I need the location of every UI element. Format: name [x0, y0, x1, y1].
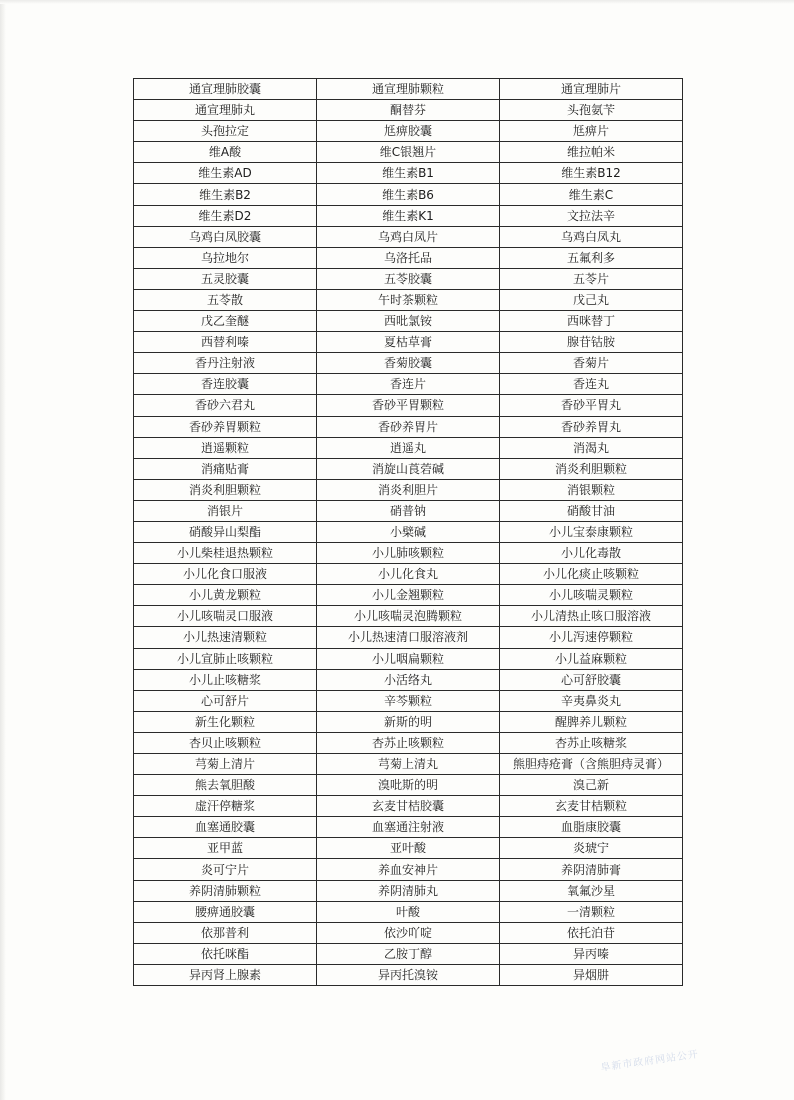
- table-cell: 小儿益麻颗粒: [500, 648, 683, 669]
- table-cell: 小儿泻速停颗粒: [500, 627, 683, 648]
- table-cell: 小儿咽扁颗粒: [317, 648, 500, 669]
- table-cell: 香菊片: [500, 353, 683, 374]
- table-row: [134, 880, 683, 901]
- table-cell: 杏贝止咳颗粒: [134, 732, 317, 753]
- table-row: [134, 543, 683, 564]
- table-cell: 五苓散: [134, 289, 317, 310]
- table-cell: 香砂养胃颗粒: [134, 416, 317, 437]
- table-cell: 硝酸甘油: [500, 500, 683, 521]
- table-cell: 小儿清热止咳口服溶液: [500, 606, 683, 627]
- table-cell: 五氟利多: [500, 247, 683, 268]
- table-cell: 香砂养胃片: [317, 416, 500, 437]
- table-cell: 西吡氯铵: [317, 311, 500, 332]
- table-row: [134, 669, 683, 690]
- table-cell: 养血安神片: [317, 859, 500, 880]
- table-cell: 酮替芬: [317, 100, 500, 121]
- table-cell: 叶酸: [317, 901, 500, 922]
- table-cell: 血塞通注射液: [317, 817, 500, 838]
- table-cell: 依托泊苷: [500, 922, 683, 943]
- table-row: [134, 142, 683, 163]
- table-cell: 辛夷鼻炎丸: [500, 690, 683, 711]
- table-cell: 炎琥宁: [500, 838, 683, 859]
- table-cell: 血脂康胶囊: [500, 817, 683, 838]
- table-cell: 玄麦甘桔颗粒: [500, 796, 683, 817]
- table-cell: 逍遥丸: [317, 437, 500, 458]
- table-cell: 消银颗粒: [500, 479, 683, 500]
- table-cell: 香菊胶囊: [317, 353, 500, 374]
- table-cell: 乙胺丁醇: [317, 943, 500, 964]
- table-cell: 维生素C: [500, 184, 683, 205]
- table-cell: 香连丸: [500, 374, 683, 395]
- table-cell: 西替利嗪: [134, 332, 317, 353]
- table-cell: 养阴清肺丸: [317, 880, 500, 901]
- table-row: [134, 838, 683, 859]
- table-cell: 杏苏止咳颗粒: [317, 732, 500, 753]
- table-cell: 新斯的明: [317, 711, 500, 732]
- table-cell: 逍遥颗粒: [134, 437, 317, 458]
- table-cell: 小儿咳喘灵颗粒: [500, 585, 683, 606]
- table-cell: 五苓胶囊: [317, 268, 500, 289]
- table-row: [134, 859, 683, 880]
- table-cell: 午时茶颗粒: [317, 289, 500, 310]
- table-cell: 小儿宝泰康颗粒: [500, 521, 683, 542]
- table-cell: 氧氟沙星: [500, 880, 683, 901]
- table-row: [134, 817, 683, 838]
- table-cell: 养阴清肺膏: [500, 859, 683, 880]
- table-row: [134, 732, 683, 753]
- table-cell: 炎可宁片: [134, 859, 317, 880]
- table-cell: 消炎利胆颗粒: [500, 458, 683, 479]
- table-cell: 尪痹片: [500, 121, 683, 142]
- table-row: [134, 416, 683, 437]
- table-cell: 五苓片: [500, 268, 683, 289]
- table-cell: 玄麦甘桔胶囊: [317, 796, 500, 817]
- table-row: [134, 521, 683, 542]
- table-cell: 亚甲蓝: [134, 838, 317, 859]
- table-row: [134, 690, 683, 711]
- table-row: [134, 289, 683, 310]
- table-cell: 亚叶酸: [317, 838, 500, 859]
- table-cell: 熊胆痔疮膏（含熊胆痔灵膏）: [500, 754, 683, 775]
- table-row: [134, 121, 683, 142]
- table-cell: 心可舒片: [134, 690, 317, 711]
- table-cell: 头孢氨苄: [500, 100, 683, 121]
- table-cell: 香砂六君丸: [134, 395, 317, 416]
- table-cell: 芎菊上清片: [134, 754, 317, 775]
- table-cell: 通宣理肺胶囊: [134, 79, 317, 100]
- table-row: [134, 606, 683, 627]
- table-row: [134, 564, 683, 585]
- table-cell: 血塞通胶囊: [134, 817, 317, 838]
- table-cell: 杏苏止咳糖浆: [500, 732, 683, 753]
- table-cell: 维生素B2: [134, 184, 317, 205]
- drug-list-body: [134, 79, 683, 986]
- table-cell: 乌拉地尔: [134, 247, 317, 268]
- table-cell: 异丙肾上腺素: [134, 964, 317, 985]
- table-row: [134, 775, 683, 796]
- table-cell: 维生素AD: [134, 163, 317, 184]
- table-cell: 小儿宣肺止咳颗粒: [134, 648, 317, 669]
- table-cell: 小儿化食口服液: [134, 564, 317, 585]
- table-row: [134, 437, 683, 458]
- table-row: [134, 332, 683, 353]
- table-cell: 一清颗粒: [500, 901, 683, 922]
- table-cell: 通宣理肺颗粒: [317, 79, 500, 100]
- scan-edge-top: [0, 0, 794, 4]
- table-row: [134, 100, 683, 121]
- table-row: [134, 943, 683, 964]
- watermark-stamp: 阜新市政府网站公开: [599, 1049, 700, 1074]
- table-cell: 小儿柴桂退热颗粒: [134, 543, 317, 564]
- table-cell: 小檗碱: [317, 521, 500, 542]
- table-cell: 维生素B6: [317, 184, 500, 205]
- table-cell: 辛芩颗粒: [317, 690, 500, 711]
- table-cell: 异烟肼: [500, 964, 683, 985]
- table-cell: 通宣理肺片: [500, 79, 683, 100]
- table-row: [134, 479, 683, 500]
- table-row: [134, 226, 683, 247]
- table-row: [134, 205, 683, 226]
- table-row: [134, 247, 683, 268]
- table-cell: 香砂平胃丸: [500, 395, 683, 416]
- table-cell: 五灵胶囊: [134, 268, 317, 289]
- table-cell: 戊乙奎醚: [134, 311, 317, 332]
- table-cell: 香连胶囊: [134, 374, 317, 395]
- table-cell: 戊己丸: [500, 289, 683, 310]
- table-cell: 养阴清肺颗粒: [134, 880, 317, 901]
- table-row: [134, 648, 683, 669]
- table-row: [134, 184, 683, 205]
- table-cell: 小儿金翘颗粒: [317, 585, 500, 606]
- table-cell: 消痛贴膏: [134, 458, 317, 479]
- table-cell: 小儿肺咳颗粒: [317, 543, 500, 564]
- table-cell: 香砂平胃颗粒: [317, 395, 500, 416]
- table-row: [134, 163, 683, 184]
- table-cell: 腺苷钴胺: [500, 332, 683, 353]
- table-cell: 溴吡斯的明: [317, 775, 500, 796]
- table-cell: 香连片: [317, 374, 500, 395]
- table-row: [134, 922, 683, 943]
- table-cell: 小儿热速清颗粒: [134, 627, 317, 648]
- table-cell: 乌鸡白凤胶囊: [134, 226, 317, 247]
- table-cell: 熊去氧胆酸: [134, 775, 317, 796]
- table-row: [134, 627, 683, 648]
- table-cell: 消炎利胆颗粒: [134, 479, 317, 500]
- table-row: [134, 585, 683, 606]
- table-cell: 溴己新: [500, 775, 683, 796]
- table-cell: 小活络丸: [317, 669, 500, 690]
- table-cell: 维拉帕米: [500, 142, 683, 163]
- table-row: [134, 395, 683, 416]
- table-cell: 芎菊上清丸: [317, 754, 500, 775]
- table-cell: 醒脾养儿颗粒: [500, 711, 683, 732]
- table-cell: 小儿化毒散: [500, 543, 683, 564]
- table-cell: 小儿化痰止咳颗粒: [500, 564, 683, 585]
- table-cell: 依沙吖啶: [317, 922, 500, 943]
- table-cell: 西咪替丁: [500, 311, 683, 332]
- table-row: [134, 353, 683, 374]
- table-cell: 头孢拉定: [134, 121, 317, 142]
- table-cell: 硝酸异山梨酯: [134, 521, 317, 542]
- table-cell: 依那普利: [134, 922, 317, 943]
- table-cell: 新生化颗粒: [134, 711, 317, 732]
- table-cell: 消渴丸: [500, 437, 683, 458]
- table-cell: 虚汗停糖浆: [134, 796, 317, 817]
- table-row: [134, 458, 683, 479]
- table-cell: 维生素D2: [134, 205, 317, 226]
- table-cell: 消旋山莨菪碱: [317, 458, 500, 479]
- table-row: [134, 374, 683, 395]
- table-cell: 小儿热速清口服溶液剂: [317, 627, 500, 648]
- table-row: [134, 79, 683, 100]
- table-cell: 乌鸡白凤丸: [500, 226, 683, 247]
- table-cell: 维生素B1: [317, 163, 500, 184]
- table-cell: 乌洛托品: [317, 247, 500, 268]
- table-cell: 维A酸: [134, 142, 317, 163]
- table-row: [134, 754, 683, 775]
- table-cell: 维生素B12: [500, 163, 683, 184]
- table-cell: 消炎利胆片: [317, 479, 500, 500]
- table-cell: 维生素K1: [317, 205, 500, 226]
- table-cell: 依托咪酯: [134, 943, 317, 964]
- table-cell: 香丹注射液: [134, 353, 317, 374]
- table-cell: 夏枯草膏: [317, 332, 500, 353]
- table-cell: 异丙嗪: [500, 943, 683, 964]
- table-cell: 小儿咳喘灵口服液: [134, 606, 317, 627]
- table-cell: 小儿化食丸: [317, 564, 500, 585]
- table-row: [134, 796, 683, 817]
- table-row: [134, 964, 683, 985]
- table-cell: 硝普钠: [317, 500, 500, 521]
- table-row: [134, 711, 683, 732]
- table-cell: 尪痹胶囊: [317, 121, 500, 142]
- table-cell: 异丙托溴铵: [317, 964, 500, 985]
- table-row: [134, 901, 683, 922]
- table-cell: 小儿咳喘灵泡腾颗粒: [317, 606, 500, 627]
- table-row: [134, 311, 683, 332]
- drug-list-table: [133, 78, 683, 986]
- table-cell: 维C银翘片: [317, 142, 500, 163]
- table-cell: 消银片: [134, 500, 317, 521]
- table-cell: 小儿黄龙颗粒: [134, 585, 317, 606]
- table-row: [134, 268, 683, 289]
- table-cell: 文拉法辛: [500, 205, 683, 226]
- table-cell: 香砂养胃丸: [500, 416, 683, 437]
- table-cell: 通宣理肺丸: [134, 100, 317, 121]
- table-cell: 腰痹通胶囊: [134, 901, 317, 922]
- table-row: [134, 500, 683, 521]
- table-cell: 小儿止咳糖浆: [134, 669, 317, 690]
- table-cell: 心可舒胶囊: [500, 669, 683, 690]
- scan-edge: [0, 0, 6, 1100]
- table-cell: 乌鸡白凤片: [317, 226, 500, 247]
